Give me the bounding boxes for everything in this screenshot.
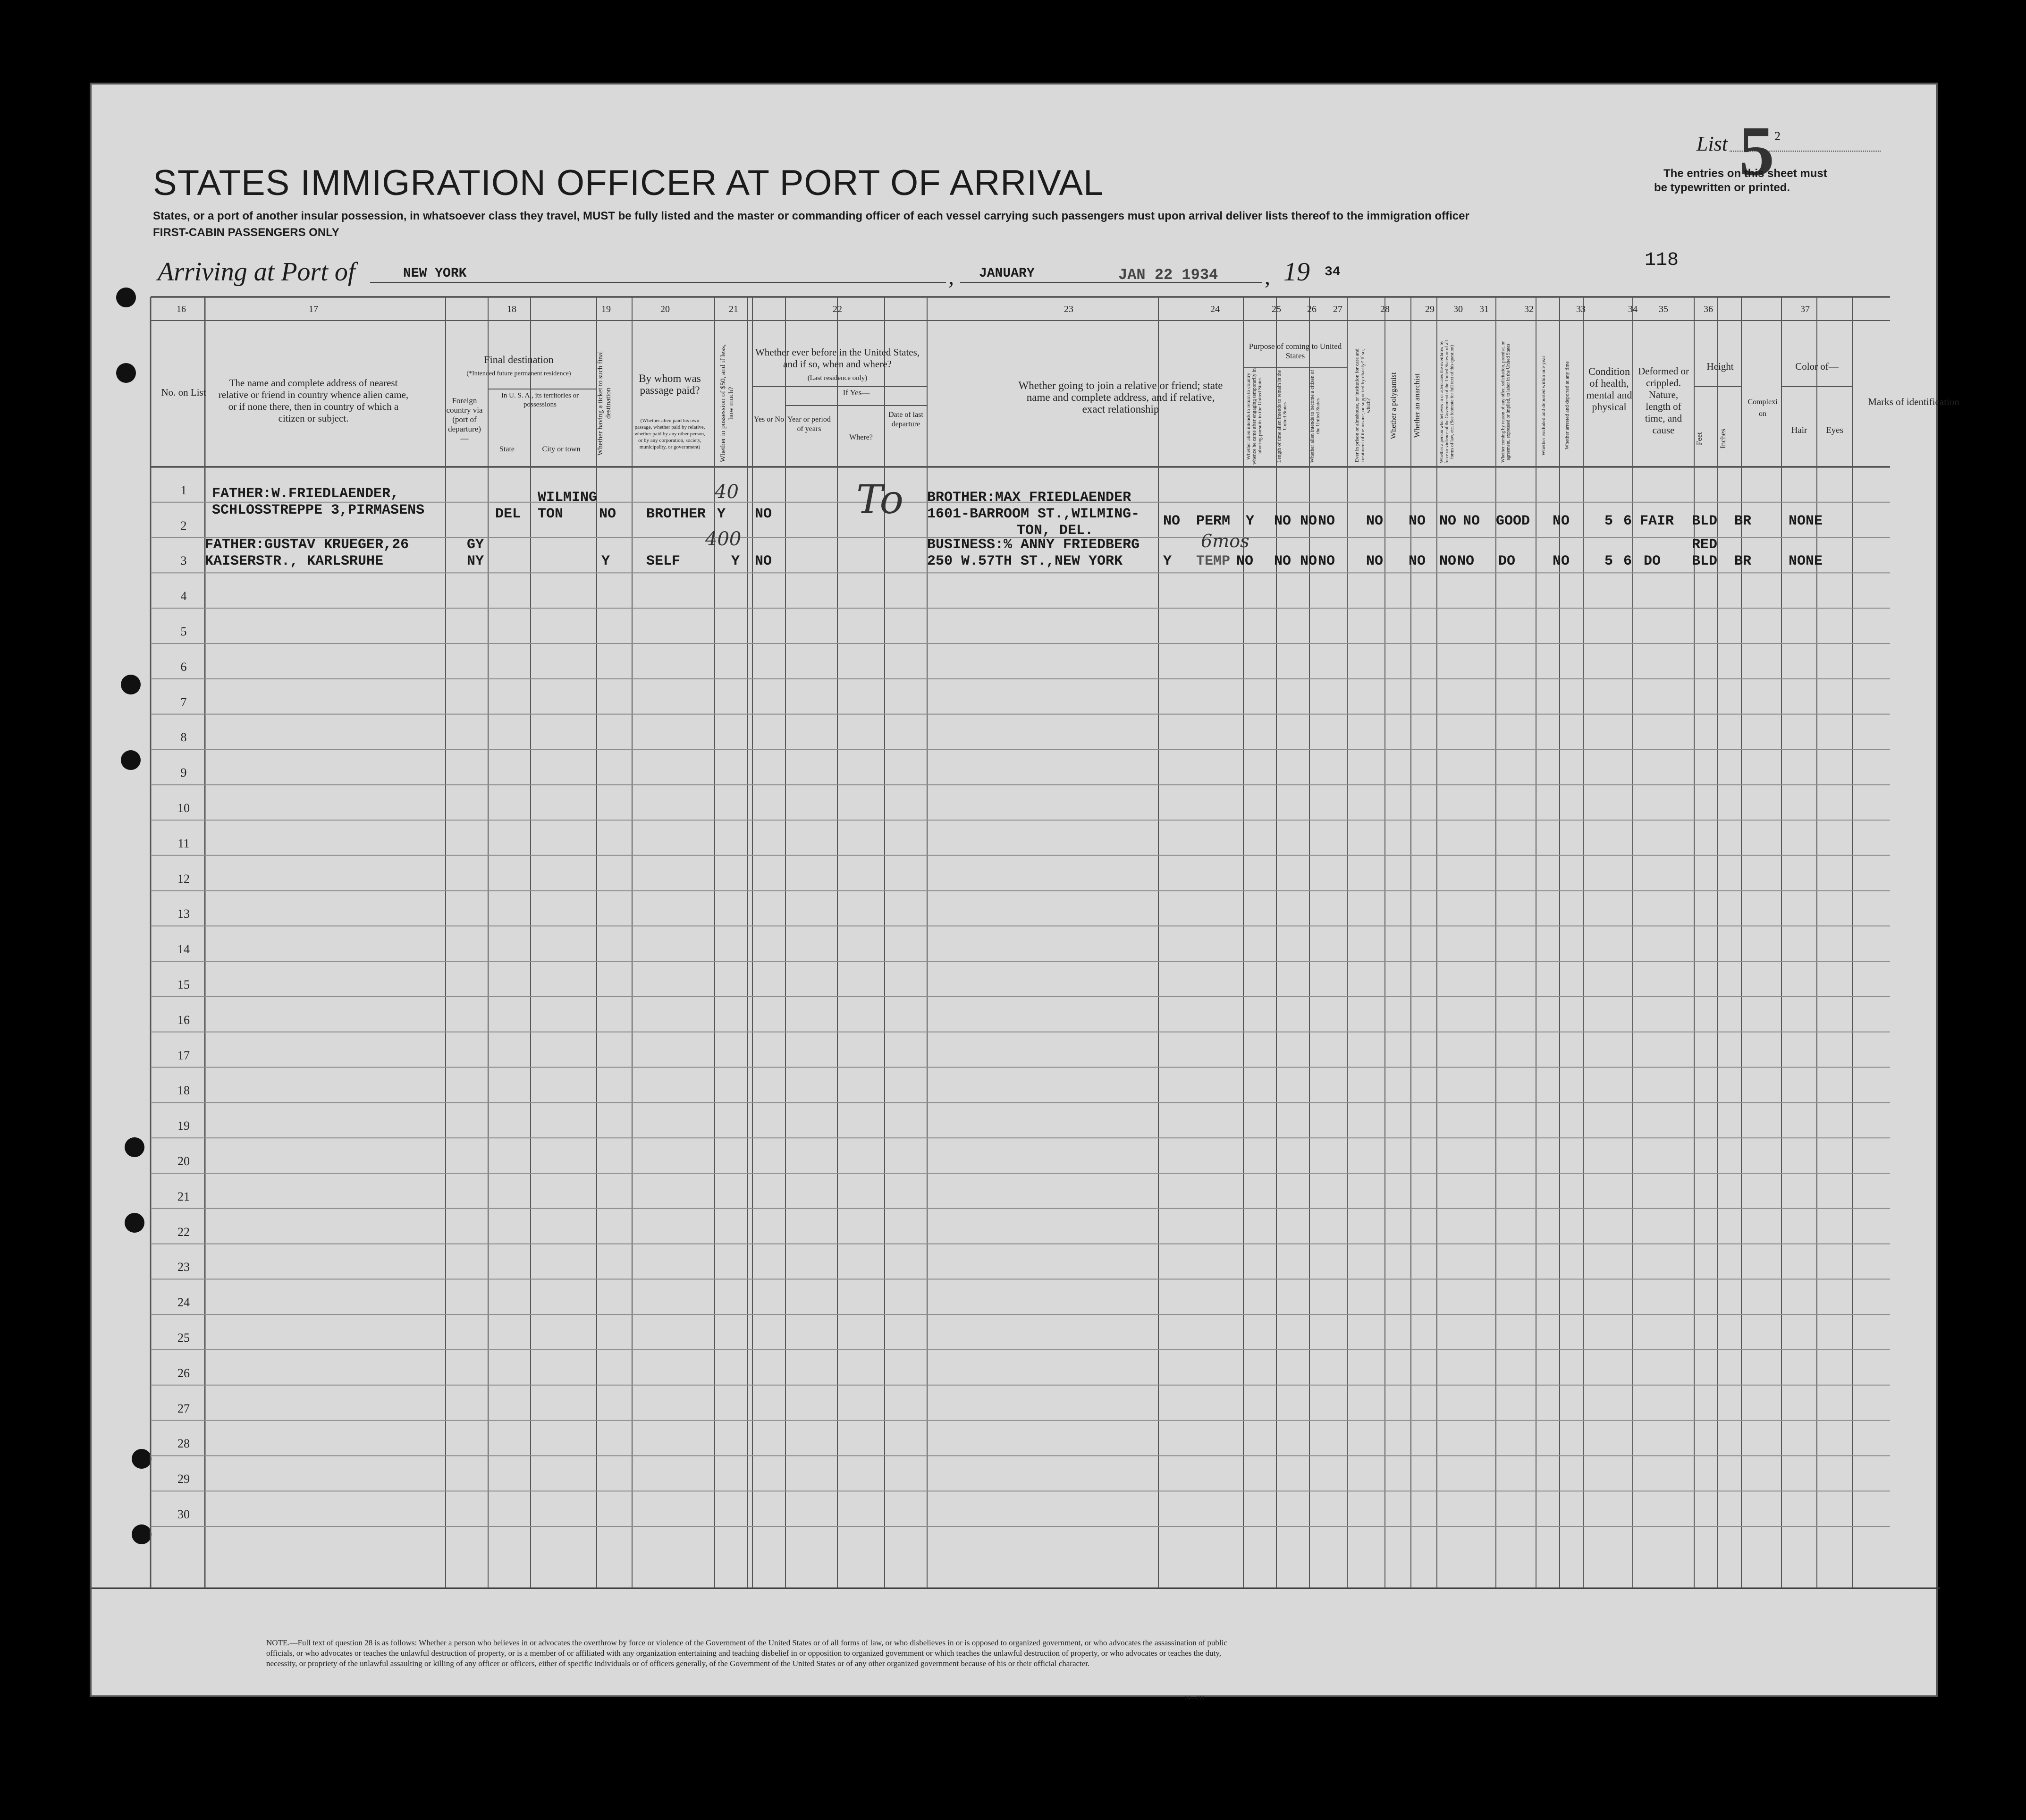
p2-complexion: DO (1644, 553, 1661, 569)
header-anarchist: Whether an anarchist (1413, 373, 1421, 438)
p2-before-us: NO (755, 553, 772, 569)
p1-arrested: NO (1463, 513, 1480, 529)
arriving-label: Arriving at Port of (158, 257, 355, 287)
header-color-of: Color of— (1795, 361, 1839, 372)
row-number: 3 (180, 554, 187, 568)
row-number: 16 (177, 1013, 190, 1027)
header-eyes: Eyes (1826, 425, 1843, 435)
p1-eyes: BR (1734, 513, 1752, 529)
row-number: 10 (177, 801, 190, 815)
header-arrested: Whether arrested and deported at any time (1564, 361, 1570, 450)
header-hair: Hair (1791, 425, 1807, 435)
p2-hair-line1: RED (1692, 537, 1718, 553)
header-year-period: Year or period of years (787, 415, 831, 433)
p2-funds-note: 400 (705, 528, 742, 550)
p2-prison: NO (1274, 553, 1292, 569)
row-number: 27 (177, 1401, 190, 1415)
col-num-23: 23 (1064, 304, 1073, 314)
col-num-30: 30 (1453, 304, 1463, 314)
col-num-29: 29 (1425, 304, 1435, 314)
header-where: Where? (849, 433, 873, 441)
header-complexion: Complexion (1747, 398, 1778, 418)
p1-ticket: NO (599, 506, 616, 522)
p1-health: GOOD (1496, 513, 1530, 529)
handwritten-to: To (856, 476, 904, 523)
p2-going-to-line1: BUSINESS:% ANNY FRIEDBERG (927, 537, 1140, 553)
header-state: State (499, 445, 515, 453)
row-number: 4 (180, 589, 187, 603)
manifest-sheet (90, 83, 1959, 1701)
year-suffix: 34 (1325, 265, 1341, 279)
col-num-18: 18 (507, 304, 516, 314)
header-yes-or-no: Yes or No (753, 415, 785, 423)
p2-arrested: NO (1457, 553, 1475, 569)
header-ticket: Whether having a ticket to such final destination (597, 351, 612, 456)
col-num-32: 32 (1524, 304, 1534, 314)
header-feet: Feet (1696, 432, 1704, 445)
row-number: 22 (177, 1225, 190, 1239)
p2-health: DO (1498, 553, 1516, 569)
row-number: 13 (177, 907, 190, 921)
p1-city-line2: TON (538, 506, 564, 522)
header-deformed: Deformed or crippled. Nature, length of time, and cause (1638, 365, 1689, 436)
p2-offer-labor: NO (1409, 553, 1426, 569)
col-num-33: 33 (1576, 304, 1586, 314)
row-number: 18 (177, 1084, 190, 1098)
row-number: 17 (177, 1048, 190, 1062)
row-number: 28 (177, 1437, 190, 1451)
row-number: 23 (177, 1260, 190, 1274)
entries-note-2: be typewritten or printed. (1654, 181, 1790, 194)
row-number: 25 (177, 1331, 190, 1345)
p1-complexion: FAIR (1640, 513, 1674, 529)
p2-foreign-via-1: GY (467, 537, 484, 553)
p2-marks: NONE (1789, 553, 1823, 569)
row-number: 11 (177, 836, 190, 850)
header-fifty-dollars: Whether in possession of $50, and if less, how much? (719, 344, 735, 462)
row-number: 6 (180, 660, 187, 674)
col-num-17: 17 (309, 304, 318, 314)
p2-foreign-via-2: NY (467, 553, 484, 569)
header-in-usa: In U. S. A., its territories or possessions (501, 392, 579, 408)
col-num-19: 19 (601, 304, 611, 314)
form-instructions: States, or a port of another insular possession, in whatsoever class they travel, MUST be fully listed and the master or commanding officer of each vessel carrying such passengers must upon arrival deliver lists thereof to the immigration officer (153, 210, 1469, 222)
p1-citizen-intent: Y (1246, 513, 1255, 529)
row-number: 29 (177, 1472, 190, 1486)
header-prison: Ever in prison or almshouse, or institution for care and treatment of the insane, or supported by charity? If so, which? (1354, 348, 1371, 463)
p1-going-to-line2: 1601-BARROOM ST.,WILMING- (927, 506, 1140, 522)
p2-eyes: BR (1734, 553, 1752, 569)
row-number: 24 (177, 1295, 190, 1310)
p1-relative-line1: FATHER:W.FRIEDLAENDER, (212, 486, 399, 502)
p1-inches: 6 (1623, 513, 1632, 529)
p1-polygamist: NO (1300, 513, 1317, 529)
p2-inches: 6 (1623, 553, 1632, 569)
header-last-residence: (Last residence only) (807, 374, 868, 382)
row-number: 14 (177, 942, 190, 957)
p2-ticket: Y (601, 553, 610, 569)
header-excluded: Whether excluded and deported within one year (1541, 356, 1546, 456)
header-height: Height (1706, 361, 1734, 372)
row-number: 12 (177, 872, 190, 886)
p2-relative-line2: KAISERSTR., KARLSRUHE (205, 553, 384, 569)
p1-length-stay: PERM (1196, 513, 1231, 529)
list-sub-number: 2 (1774, 129, 1781, 143)
p1-funds: Y (717, 506, 726, 522)
row-number: 21 (177, 1189, 190, 1203)
p2-anarchist: NO (1318, 553, 1335, 569)
p2-feet: 5 (1604, 553, 1613, 569)
p1-before-us: NO (755, 506, 772, 522)
col-num-28: 28 (1380, 304, 1390, 314)
header-going-to-join: Whether going to join a relative or friend; state name and complete address, and if relative, exact relationship (1018, 380, 1223, 415)
p1-hair: BLD (1692, 513, 1718, 529)
p2-overthrow: NO (1366, 553, 1384, 569)
p2-citizen-intent: NO (1236, 553, 1254, 569)
p2-length-stay: TEMP (1196, 553, 1231, 569)
col-num-16: 16 (177, 304, 186, 314)
header-purpose: Purpose of coming to United States (1249, 342, 1342, 360)
p2-return-intent: Y (1163, 553, 1172, 569)
p1-relative-line2: SCHLOSSTREPPE 3,PIRMASENS (212, 502, 425, 518)
p1-return-intent: NO (1163, 513, 1181, 529)
p2-going-to-line2: 250 W.57TH ST.,NEW YORK (927, 553, 1123, 569)
p1-offer-labor: NO (1409, 513, 1426, 529)
list-number: 5 (1739, 112, 1774, 190)
p1-city-line1: WILMING (538, 490, 598, 506)
year-prefix: 19 (1283, 257, 1310, 287)
port-value: NEW YORK (403, 266, 467, 281)
row-number: 9 (180, 766, 187, 780)
header-no-on-list: No. on List (161, 387, 206, 398)
col-num-26: 26 (1307, 304, 1317, 314)
col-num-21: 21 (729, 304, 738, 314)
header-offer-labor: Whether coming by reason of any offer, solicitation, promise, or agreement, expressed or implied, to labor in the United States (1501, 341, 1511, 463)
p1-going-to-line1: BROTHER:MAX FRIEDLAENDER (927, 490, 1131, 506)
p2-excluded: NO (1439, 553, 1457, 569)
p2-funds: Y (731, 553, 740, 569)
date-stamp: JAN 22 1934 (1118, 266, 1218, 284)
footnote: NOTE.—Full text of question 28 is as follows: Whether a person who believes in or advocates the overthrow by force or violence of the Government of the United States or of all forms of law, or who disbelieves in or is opposed to organized government, or who advocates the assassination of public officials, or who advocates or teaches the unlawful destruction of property, or is a member of or affiliated with any organization entertaining and teaching disbelief in or opposition to organized government or which teaches the unlawful destruction of property, or who advocates or teaches the duty, necessity, or propriety of the unlawful assaulting or killing of any officer or officers, either of specific individuals or of officers generally, of the Government of the United States or of any other organized government because of his or their official character. (266, 1638, 1227, 1668)
row-number: 5 (180, 625, 187, 638)
p2-relative-line1: FATHER:GUSTAV KRUEGER,26 (205, 537, 409, 553)
list-label: List (1697, 132, 1728, 155)
row-number: 30 (177, 1507, 190, 1521)
p1-feet: 5 (1604, 513, 1613, 529)
passenger-class: FIRST-CABIN PASSENGERS ONLY (153, 226, 339, 239)
row-number: 26 (177, 1366, 190, 1380)
month-value: JANUARY (979, 266, 1035, 281)
col-num-35: 35 (1659, 304, 1668, 314)
header-purpose-length: Length of time alien intends to remain in the United States (1276, 370, 1288, 463)
p2-paid-by: SELF (646, 553, 681, 569)
col-num-37: 37 (1800, 304, 1810, 314)
header-marks: Marks of identification (1868, 396, 1959, 407)
header-ever-before: Whether ever before in the United States, and if so, when and where? (755, 347, 920, 370)
col-num-24: 24 (1210, 304, 1220, 314)
col-num-34: 34 (1628, 304, 1638, 314)
header-nearest-relative: The name and complete address of nearest relative or friend in country whence alien came, or if none there, then in country of which a citizen or subject. (218, 377, 409, 424)
header-health: Condition of health, mental and physical (1586, 365, 1632, 413)
p1-going-to-line3: TON, DEL. (1017, 523, 1094, 539)
comma: , (1265, 264, 1270, 289)
p1-prison: NO (1274, 513, 1292, 529)
table-grid (92, 85, 1940, 1699)
sheet-number: 118 (1645, 250, 1679, 271)
p2-deformed: NO (1553, 553, 1570, 569)
col-num-20: 20 (660, 304, 670, 314)
p2-hair-line2: BLD (1692, 553, 1718, 569)
header-final-destination: Final destination (484, 354, 554, 365)
p1-marks: NONE (1789, 513, 1823, 529)
p2-length-note: 6mos (1201, 531, 1249, 551)
p1-funds-note: 40 (715, 481, 739, 503)
p1-overthrow: NO (1366, 513, 1384, 529)
header-overthrow: Whether a person who believes in or advocates the overthrow by force or violence of the Government of the United States or of all forms of law, etc. (See footnote for full text of this question) (1439, 340, 1455, 464)
col-num-25: 25 (1272, 304, 1281, 314)
row-number: 19 (177, 1119, 190, 1133)
form-number: 14—430 (1184, 1694, 1204, 1701)
p1-state: DEL (495, 506, 521, 522)
p1-paid-by: BROTHER (646, 506, 706, 522)
header-inches: Inches (1719, 429, 1727, 449)
header-purpose-citizen: Whether alien intends to become a citizen of the United States (1309, 370, 1321, 463)
col-num-27: 27 (1333, 304, 1342, 314)
col-num-22: 22 (833, 304, 842, 314)
row-number: 15 (177, 978, 190, 991)
header-final-destination-sub: (*Intended future permanent residence) (466, 370, 571, 377)
col-num-31: 31 (1479, 304, 1489, 314)
p1-excluded: NO (1439, 513, 1457, 529)
header-purpose-return: Whether alien intends to return to country whence he came after engaging temporarily in laboring pursuits in the United States (1246, 368, 1263, 465)
comma: , (948, 264, 954, 289)
row-number: 8 (180, 730, 187, 745)
p1-anarchist: NO (1318, 513, 1335, 529)
form-title: STATES IMMIGRATION OFFICER AT PORT OF ARRIVAL (153, 163, 1104, 203)
header-foreign-via: Foreign country via (port of departure)— (446, 396, 483, 443)
col-num-36: 36 (1704, 304, 1713, 314)
header-polygamist: Whether a polygamist (1390, 372, 1398, 439)
header-date-departure: Date of last departure (888, 411, 923, 428)
header-if-yes: If Yes— (843, 388, 870, 397)
entries-note-1: The entries on this sheet must (1663, 167, 1827, 180)
p1-deformed: NO (1553, 513, 1570, 529)
p2-polygamist: NO (1300, 553, 1317, 569)
row-number: 7 (180, 695, 187, 709)
header-passage-paid: By whom was passage paid? (639, 372, 701, 396)
header-passage-paid-sub: (Whether alien paid his own passage, whether paid by relative, whether paid by any other person, or by any corporation, society, municipality, or government) (634, 418, 705, 450)
row-number: 20 (177, 1154, 190, 1168)
header-city: City or town (542, 445, 581, 453)
row-number: 1 (180, 483, 187, 497)
row-number: 2 (180, 518, 187, 533)
